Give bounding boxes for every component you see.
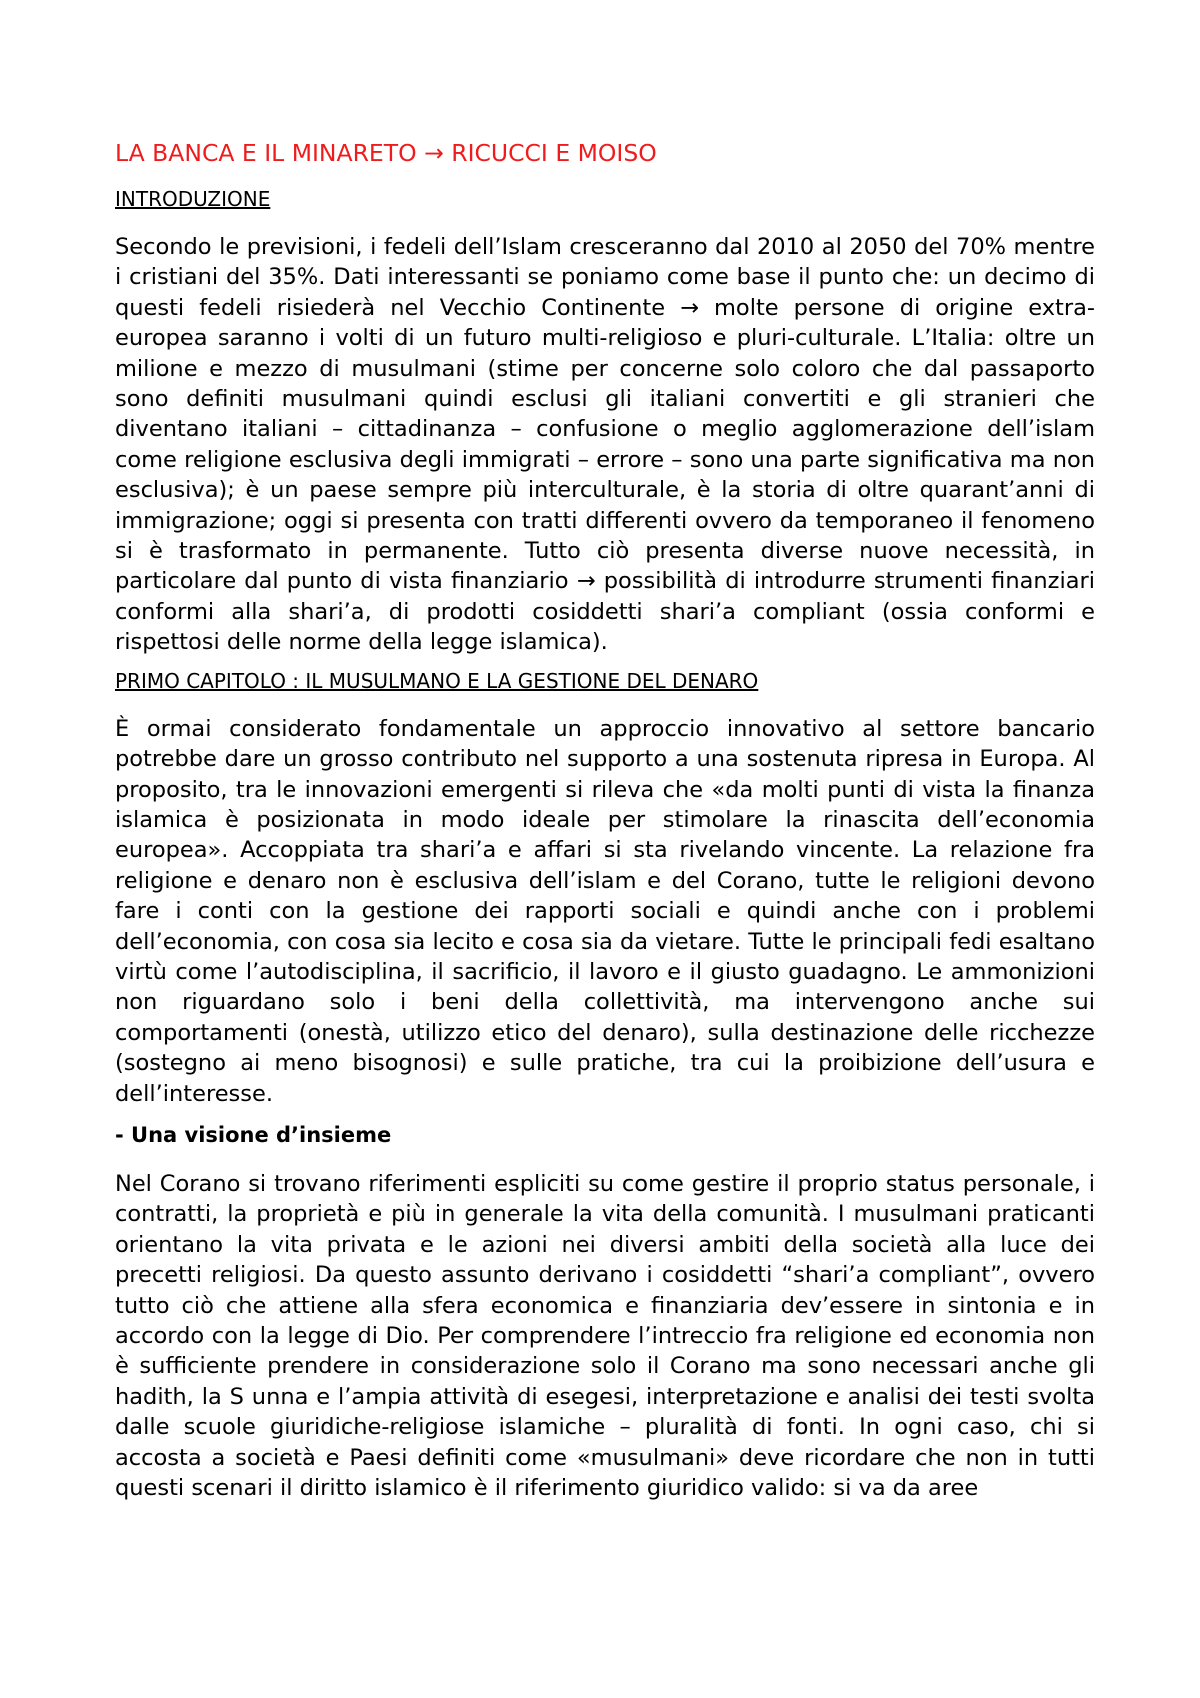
document-title: LA BANCA E IL MINARETO → RICUCCI E MOISO — [115, 139, 657, 167]
intro-paragraph: Secondo le previsioni, i fedeli dell’Islam cresceranno dal 2010 al 2050 del 70% mentre i cristiani del 35%. Dati interessanti se poniamo come base il punto che: un decimo di questi fedeli risiederà nel Vecchio Continente → molte persone di origine extra-europea saranno i volti di un futuro multi-religioso e pluri-culturale. L’Italia: oltre un milione e mezzo di musulmani (stime per concerne solo coloro che dal passaporto sono definiti musulmani quindi esclusi gli italiani convertiti e gli stranieri che diventano italiani – cittadinanza – confusione o meglio agglomerazione dell’islam come religione esclusiva degli immigrati – errore – sono una parte significativa ma non esclusiva); è un paese sempre più interculturale, è la storia di oltre quarant’anni di immigrazione; oggi si presenta con tratti differenti ovvero da temporaneo il fenomeno si è trasformato in permanente. Tutto ciò presenta diverse nuove necessità, in particolare dal punto di vista finanziario → possibilità di introdurre strumenti finanziari conformi alla shari’a, di prodotti cosiddetti shari’a compliant (ossia conformi e rispettosi delle norme della legge islamica). — [115, 234, 1095, 656]
chapter1-heading: PRIMO CAPITOLO : IL MUSULMANO E LA GESTIONE DEL DENARO — [115, 668, 759, 693]
section-paragraph: Nel Corano si trovano riferimenti espliciti su come gestire il proprio status personale, i contratti, la proprietà e più in generale la vita della comunità. I musulmani praticanti orientano la vita privata e le azioni nei diversi ambiti della società alla luce dei precetti religiosi. Da questo assunto derivano i cosiddetti “shari’a compliant”, ovvero tutto ciò che attiene alla sfera economica e finanziaria dev’essere in sintonia e in accordo con la legge di Dio. Per comprendere l’intreccio fra religione ed economia non è sufficiente prendere in considerazione solo il Corano ma sono necessari anche gli hadith, la S unna e l’ampia attività di esegesi, interpretazione e analisi dei testi svolta dalle scuole giuridiche-religiose islamiche – pluralità di fonti. In ogni caso, chi si accosta a società e Paesi definiti come «musulmani» deve ricordare che non in tutti questi scenari il diritto islamico è il riferimento giuridico valido: si va da aree — [115, 1170, 1095, 1502]
document-page — [115, 138, 1095, 1503]
chapter1-paragraph: È ormai considerato fondamentale un approccio innovativo al settore bancario potrebbe dare un grosso contributo nel supporto a una sostenuta ripresa in Europa. Al proposito, tra le innovazioni emergenti si rileva che «da molti punti di vista la finanza islamica è posizionata in modo ideale per stimolare la rinascita dell’economia europea». Accoppiata tra shari’a e affari si sta rivelando vincente. La relazione fra religione e denaro non è esclusiva dell’islam e del Corano, tutte le religioni devono fare i conti con la gestione dei rapporti sociali e quindi anche con i problemi dell’economia, con cosa sia lecito e cosa sia da vietare. Tutte le principali fedi esaltano virtù come l’autodisciplina, il sacrificio, il lavoro e il giusto guadagno. Le ammonizioni non riguardano solo i beni della collettività, ma intervengono anche sui comportamenti (onestà, utilizzo etico del denaro), sulla destinazione delle ricchezze (sostegno ai meno bisognosi) e sulle pratiche, tra cui la proibizione dell’usura e dell’interesse. — [115, 715, 1095, 1107]
intro-heading: INTRODUZIONE — [115, 187, 271, 211]
section-heading: - Una visione d’insieme — [115, 1122, 392, 1147]
